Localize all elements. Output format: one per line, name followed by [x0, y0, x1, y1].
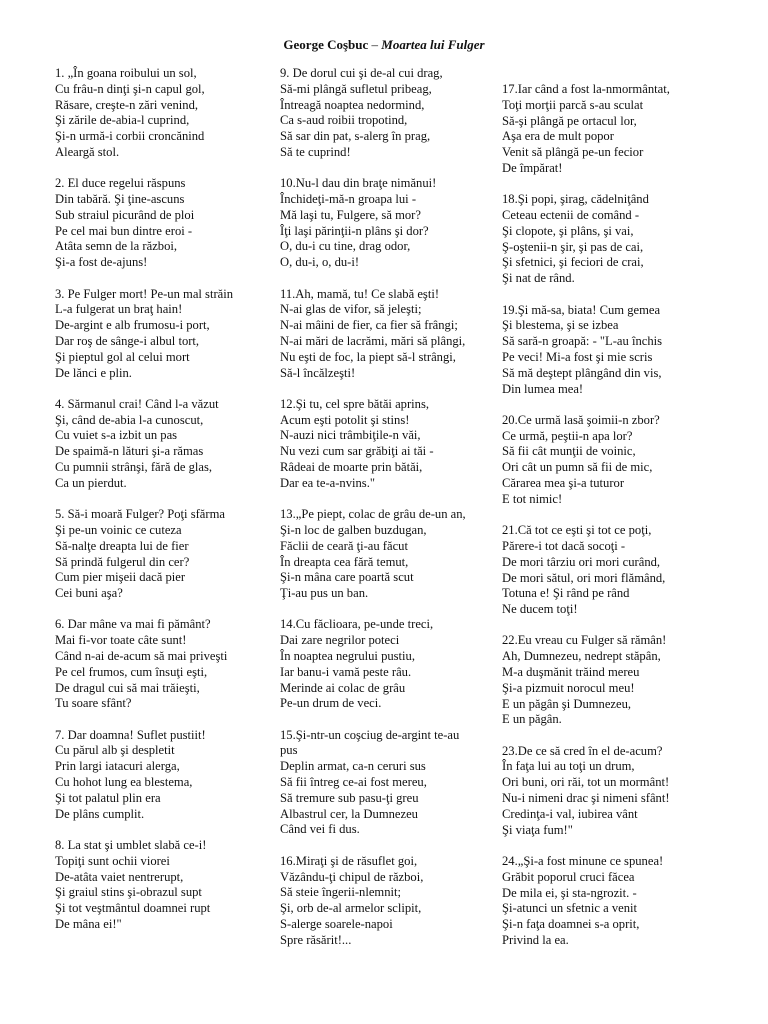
poem-line: Merinde ai colac de grâu — [280, 680, 406, 695]
poem-line: Cu vuiet s-a izbit un pas — [55, 428, 178, 443]
poem-line: Aşa era de mult popor — [502, 129, 614, 144]
poem-line: 20.Ce urmă lasă şoimii-n zbor? — [502, 412, 660, 427]
poem-line: Privind la ea. — [502, 932, 569, 947]
poem-line: De împărat! — [502, 160, 563, 175]
poem-line: Părere-i tot dacă socoţi - — [502, 538, 626, 553]
poem-line: O, du-i, o, du-i! — [280, 255, 360, 270]
poem-line: Şi blestema, şi se izbea — [502, 318, 619, 333]
poem-line: Pe cel frumos, cum însuţi eşti, — [55, 664, 208, 679]
poem-line: De dragul cui să mai trăieşti, — [55, 680, 200, 695]
poem-line: 11.Ah, mamă, tu! Ce slabă eşti! — [280, 286, 440, 301]
stanza — [502, 413, 670, 508]
poem-line: Când vei fi dus. — [280, 822, 360, 837]
poem-line: Şi, când de-abia l-a cunoscut, — [55, 412, 204, 427]
poem-line: Ca s-aud roibii tropotind, — [280, 113, 408, 128]
poem-line: Din lumea mea! — [502, 381, 584, 396]
poem-line: În faţa lui au toţi un drum, — [502, 759, 635, 774]
poem-line: 4. Sărmanul crai! Când l-a văzut — [55, 396, 219, 411]
poem-line: Şi pe-un voinic ce cuteza — [55, 522, 182, 537]
poem-line: Şi-a pizmuit norocul meu! — [502, 680, 635, 695]
stanza — [280, 728, 466, 839]
poem-line: Pe veci! Mi-a fost şi mie scris — [502, 349, 653, 364]
stanza — [280, 617, 466, 712]
stanza — [280, 66, 466, 161]
poem-line: Şi viaţa fum!" — [502, 822, 573, 837]
stanza — [55, 728, 233, 823]
poem-line: Şi nat de rând. — [502, 271, 575, 286]
stanza — [280, 397, 466, 492]
poem-line: Iar banu-i vamă peste râu. — [280, 664, 412, 679]
stanza — [55, 507, 233, 602]
poem-line: Şi clopote, şi plâns, şi vai, — [502, 223, 634, 238]
poem-line: Cărarea mea şi-a tuturor — [502, 476, 625, 491]
poem-line: Spre răsărit!... — [280, 932, 352, 947]
poem-line: N-ai mări de lacrămi, mări să plângi, — [280, 333, 466, 348]
poem-line: Prin largi iatacuri alerga, — [55, 759, 180, 774]
poem-line: 22.Eu vreau cu Fulger să rămân! — [502, 633, 667, 648]
poem-line: Ori buni, ori răi, tot un mormânt! — [502, 775, 670, 790]
poem-line: Să fii întreg ce-ai fost mereu, — [280, 775, 427, 790]
poem-line: 3. Pe Fulger mort! Pe-un mal străin — [55, 286, 234, 301]
stanza — [502, 744, 670, 839]
stanza — [55, 617, 233, 712]
poem-line: De-argint e alb frumosu-i port, — [55, 318, 210, 333]
poem-line: Să fii cât munţii de voinic, — [502, 444, 636, 459]
stanza — [280, 287, 466, 382]
poem-line: Deplin armat, ca-n ceruri sus — [280, 759, 426, 774]
poem-line: Mă laşi tu, Fulgere, să mor? — [280, 207, 421, 222]
poem-line: Şi tot palatul plin era — [55, 790, 161, 805]
poem-line: Să-mi plângă sufletul pribeag, — [280, 81, 432, 96]
title-separator: – — [368, 37, 382, 52]
stanza — [55, 176, 233, 271]
poem-line: E un păgân. — [502, 712, 562, 727]
stanza — [502, 854, 670, 949]
poem-line: 21.Că tot ce eşti şi tot ce poţi, — [502, 523, 652, 538]
stanza — [502, 192, 670, 287]
poem-line: 12.Şi tu, cel spre bătăi aprins, — [280, 396, 429, 411]
poem-line: De-atâta vaiet nentrerupt, — [55, 869, 184, 884]
poem-line: Şi-n urmă-i corbii croncănind — [55, 129, 205, 144]
poem-line: N-ai glas de vifor, să jeleşti; — [280, 302, 422, 317]
poem-line: 6. Dar mâne va mai fi pământ? — [55, 617, 211, 632]
poem-line: 8. La stat şi umblet slabă ce-i! — [55, 837, 207, 852]
page-title — [0, 37, 768, 53]
poem-line: Să tremure sub pasu-ţi greu — [280, 790, 419, 805]
poem-line: Ceteau ectenii de comând - — [502, 208, 640, 223]
poem-line: 23.De ce să cred în el de-acum? — [502, 743, 663, 758]
stanza-column-right — [502, 82, 670, 949]
poem-line: Şi zările de-abia-l cuprind, — [55, 113, 190, 128]
stanza — [502, 303, 670, 398]
stanza — [502, 82, 670, 177]
poem-line: 24.„Şi-a fost minune ce spunea! — [502, 853, 664, 868]
poem-line: Cu hohot lung ea blestema, — [55, 775, 193, 790]
poem-line: De mori târziu ori mori curând, — [502, 554, 661, 569]
poem-line: Şi graiul stins şi-obrazul supt — [55, 885, 202, 900]
poem-line: M-a duşmănit trăind mereu — [502, 665, 640, 679]
poem-line: De lănci e plin. — [55, 365, 132, 380]
poem-line: Mai fi-vor toate câte sunt! — [55, 633, 187, 648]
poem-line: 5. Să-i moară Fulger? Poţi sfărma — [55, 507, 225, 522]
poem-line: Şi-n mâna care poartă scut — [280, 570, 414, 585]
poem-line: Văzându-ţi chipul de război, — [280, 869, 424, 884]
poem-line: 18.Şi popi, şirag, cădelniţând — [502, 192, 649, 207]
poem-line: Să-şi plângă pe ortacul lor, — [502, 113, 637, 128]
poem-line: Şi-n faţa doamnei s-a oprit, — [502, 917, 640, 932]
poem-line: 2. El duce regelui răspuns — [55, 176, 186, 191]
poem-line: Pe-un drum de veci. — [280, 696, 382, 711]
stanza — [502, 523, 670, 618]
poem-line: Închideţi-mă-n groapa lui - — [280, 192, 417, 207]
poem-line: pus — [280, 743, 298, 758]
poem-line: De mori sătul, ori mori flămând, — [502, 570, 666, 585]
poem-line: Îţi laşi părinţii-n plâns şi dor? — [280, 223, 429, 238]
poem-line: Nu-i nimeni drac şi nimeni sfânt! — [502, 791, 670, 806]
poem-line: Atâta semn de la război, — [55, 239, 178, 254]
poem-line: Şi-atunci un sfetnic a venit — [502, 901, 637, 916]
poem-line: Din tabără. Şi ţine-ascuns — [55, 192, 185, 207]
poem-line: Să sar din pat, s-alerg în prag, — [280, 129, 431, 144]
poem-line: Cei buni aşa? — [55, 586, 123, 601]
poem-author: George Coşbuc — [283, 37, 369, 52]
poem-line: Să mă deştept plângând din vis, — [502, 365, 662, 380]
stanza-column-middle — [280, 66, 466, 949]
poem-line: Dar roş de sânge-i albul tort, — [55, 333, 200, 348]
poem-line: 19.Şi mă-sa, biata! Cum gemea — [502, 302, 661, 317]
poem-line: De mila ei, şi sta-ngrozit. - — [502, 885, 637, 900]
poem-line: O, du-i cu tine, drag odor, — [280, 239, 411, 254]
poem-line: Nu vezi cum sar grăbiţi ai tăi - — [280, 444, 434, 459]
poem-line: Albastrul cer, la Dumnezeu — [280, 806, 418, 821]
stanza-column-left — [55, 66, 233, 933]
poem-line: Cu pumnii strânşi, fără de glas, — [55, 460, 213, 475]
poem-line: De spaimă-n lături şi-a rămas — [55, 444, 204, 459]
poem-line: Sub straiul picurând de ploi — [55, 207, 195, 222]
poem-line: Întreagă noaptea nedormind, — [280, 97, 425, 112]
poem-line: Ne ducem toţi! — [502, 602, 578, 617]
poem-line: Ţi-au pus un ban. — [280, 586, 369, 601]
poem-line: 10.Nu-l dau din braţe nimănui! — [280, 176, 437, 191]
stanza — [502, 633, 670, 728]
poem-line: Pe cel mai bun dintre eroi - — [55, 223, 193, 238]
poem-line: În noaptea negrului pustiu, — [280, 649, 416, 663]
stanza — [55, 397, 233, 492]
poem-line: De plâns cumplit. — [55, 806, 145, 821]
poem-line: 1. „În goana roibului un sol, — [55, 66, 197, 80]
poem-line: 15.Şi-ntr-un coşciug de-argint te-au — [280, 727, 460, 742]
poem-line: Şi-n loc de galben buzdugan, — [280, 522, 427, 537]
poem-line: Cu frâu-n dinţi şi-n capul gol, — [55, 81, 205, 96]
poem-line: Să te cuprind! — [280, 144, 351, 159]
poem-line: Toţi morţii parcă s-au sculat — [502, 97, 644, 112]
poem-line: Aleargă stol. — [55, 144, 120, 159]
poem-line: E un păgân şi Dumnezeu, — [502, 696, 632, 711]
poem-line: Şi-a fost de-ajuns! — [55, 255, 148, 270]
poem-line: În dreapta cea fără temut, — [280, 554, 409, 569]
poem-line: L-a fulgerat un braţ hain! — [55, 302, 183, 317]
poem-line: Topiţi sunt ochii viorei — [55, 853, 170, 868]
poem-line: Ca un pierdut. — [55, 475, 127, 490]
poem-line: Ş-oştenii-n şir, şi pas de cai, — [502, 239, 644, 254]
poem-line: Dar ea te-a-nvins." — [280, 475, 376, 490]
poem-line: Făclii de ceară ţi-au făcut — [280, 538, 408, 553]
poem-line: Şi, orb de-al armelor sclipit, — [280, 901, 422, 916]
poem-line: Ori cât un pumn să fii de mic, — [502, 460, 653, 475]
poem-line: Acum eşti potolit şi stins! — [280, 412, 410, 427]
poem-line: 14.Cu făclioara, pe-unde treci, — [280, 617, 434, 632]
poem-line: Nu eşti de foc, la piept să-l strângi, — [280, 349, 456, 364]
poem-line: Venit să plângă pe-un fecior — [502, 145, 644, 160]
poem-line: Ce urmă, peştii-n apa lor? — [502, 428, 633, 443]
poem-line: 9. De dorul cui şi de-al cui drag, — [280, 66, 443, 80]
poem-line: Să-nalţe dreapta lui de fier — [55, 538, 189, 553]
poem-line: Dai zare negrilor poteci — [280, 633, 400, 648]
poem-line: Să prindă fulgerul din cer? — [55, 554, 190, 569]
poem-line: Totuna e! Şi rând pe rând — [502, 586, 630, 601]
poem-line: E tot nimic! — [502, 491, 563, 506]
poem-line: Să-l încălzeşti! — [280, 365, 356, 380]
poem-line: Când n-ai de-acum să mai priveşti — [55, 649, 228, 663]
poem-line: S-alerge soarele-napoi — [280, 916, 393, 931]
poem-line: Răsare, creşte-n zări venind, — [55, 97, 199, 112]
poem-line: Cum pier mişeii dacă pier — [55, 570, 186, 585]
stanza — [55, 66, 233, 161]
poem-line: Să steie îngerii-nlemnit; — [280, 885, 402, 900]
poem-line: Credinţa-i val, iubirea vânt — [502, 806, 638, 821]
poem-line: Grăbit poporul cruci făcea — [502, 869, 635, 884]
poem-title: Moartea lui Fulger — [381, 37, 485, 52]
poem-line: Tu soare sfânt? — [55, 696, 132, 711]
poem-line: Cu părul alb şi despletit — [55, 743, 175, 758]
poem-line: 13.„Pe piept, colac de grâu de-un an, — [280, 507, 466, 522]
poem-line: N-ai mâini de fier, ca fier să frângi; — [280, 318, 458, 333]
poem-line: N-auzi nici trâmbiţile-n văi, — [280, 428, 421, 443]
poem-line: Şi tot veştmântul doamnei rupt — [55, 901, 211, 916]
poem-line: Râdeai de moarte prin bătăi, — [280, 460, 423, 475]
poem-line: Să sară-n groapă: - "L-au închis — [502, 334, 663, 349]
stanza — [55, 287, 233, 382]
stanza — [55, 838, 233, 933]
poem-line: 17.Iar când a fost la-nmormântat, — [502, 82, 670, 96]
poem-line: Şi pieptul gol al celui mort — [55, 349, 190, 364]
poem-line: Ah, Dumnezeu, nedrept stăpân, — [502, 649, 661, 664]
stanza — [280, 176, 466, 271]
stanza — [280, 507, 466, 602]
stanza — [280, 854, 466, 949]
poem-line: Şi sfetnici, şi feciori de crai, — [502, 255, 644, 270]
poem-line: 7. Dar doamna! Suflet pustiit! — [55, 727, 206, 742]
poem-line: De mâna ei!" — [55, 916, 122, 931]
poem-line: 16.Miraţi şi de răsuflet goi, — [280, 853, 418, 868]
